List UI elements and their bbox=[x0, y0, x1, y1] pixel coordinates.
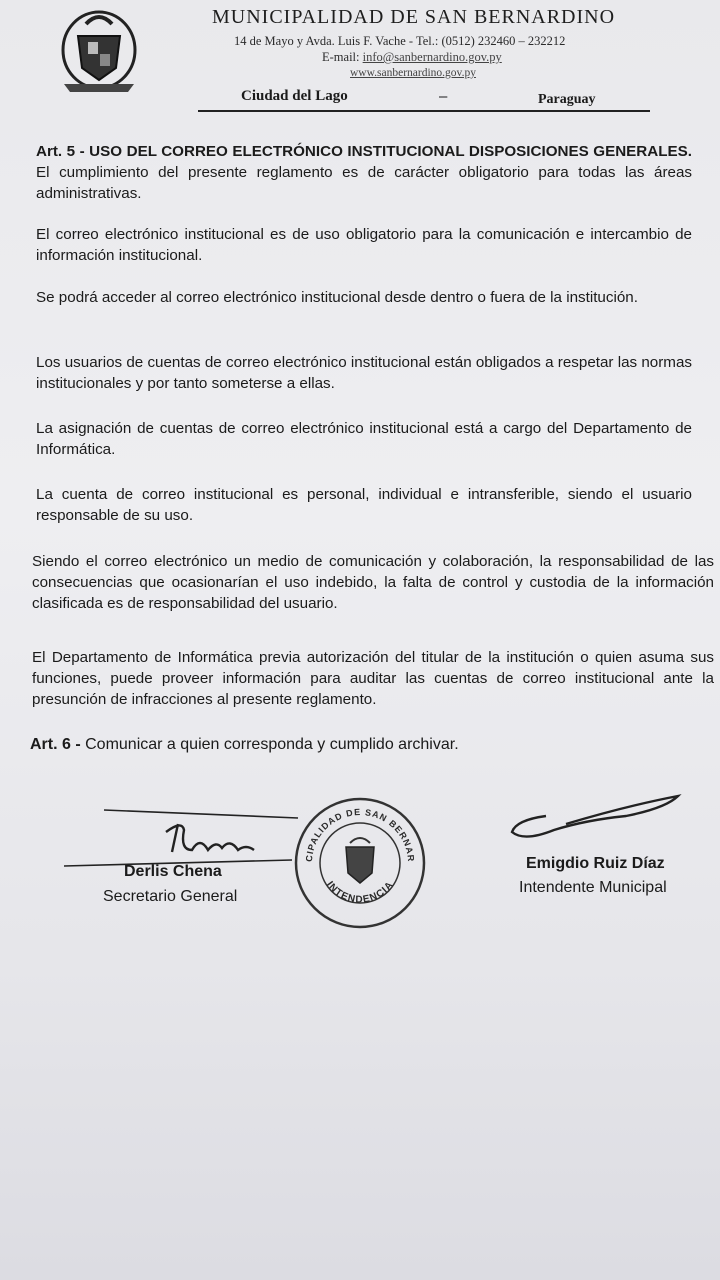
secretary-signature bbox=[60, 800, 320, 870]
article-6-heading: Art. 6 - bbox=[30, 736, 81, 753]
paragraph-mandatory-use: El correo electrónico institucional es de uso obligatorio para la comunicación e intercambio de información institucional. bbox=[36, 226, 692, 264]
paragraph-audit: El Departamento de Informática previa autorización del titular de la institución o quien asuma sus funciones, puede proveer información para auditar las cuentas de correo institucional ante la presunción de infracciones al presente reglamento. bbox=[32, 649, 714, 708]
header-address: 14 de Mayo y Avda. Luis F. Vache - Tel.: (0512) 232460 – 232212 bbox=[234, 34, 566, 48]
article-5-text: El cumplimiento del presente reglamento es de carácter obligatorio para todas las áreas administrativas. bbox=[36, 164, 692, 202]
paragraph-access: Se podrá acceder al correo electrónico institucional desde dentro o fuera de la institución. bbox=[36, 289, 638, 306]
municipal-coat-of-arms bbox=[58, 6, 140, 96]
article-5-paragraph bbox=[36, 141, 692, 204]
website-link[interactable]: www.sanbernardino.gov.py bbox=[350, 67, 476, 79]
secretary-name: Derlis Chena bbox=[124, 863, 222, 880]
article-6-paragraph bbox=[30, 736, 459, 754]
city-name: Ciudad del Lago bbox=[241, 88, 348, 104]
intendente-name: Emigdio Ruiz Díaz bbox=[526, 855, 665, 872]
municipality-title: MUNICIPALIDAD DE SAN BERNARDINO bbox=[212, 6, 616, 28]
header-divider bbox=[198, 110, 650, 112]
country-name: Paraguay bbox=[538, 92, 596, 107]
seal-bottom-text: INTENDENCIA bbox=[323, 879, 397, 906]
intendente-role: Intendente Municipal bbox=[519, 879, 667, 896]
header-separator: – bbox=[439, 88, 448, 105]
article-5-heading: Art. 5 - USO DEL CORREO ELECTRÓNICO INSTITUCIONAL DISPOSICIONES GENERALES. bbox=[36, 143, 692, 160]
intendente-signature bbox=[506, 786, 684, 846]
header-email-row bbox=[322, 50, 502, 65]
secretary-role: Secretario General bbox=[103, 888, 238, 905]
paragraph-account-assignment: La asignación de cuentas de correo electrónico institucional está a cargo del Departamento de Informática. bbox=[36, 420, 692, 458]
seal-top-text: CIPALIDAD DE SAN BERNAR bbox=[303, 806, 417, 863]
paragraph-user-obligations: Los usuarios de cuentas de correo electrónico institucional están obligados a respetar las normas institucionales y por tanto someterse a ellas. bbox=[36, 354, 692, 392]
email-link[interactable]: info@sanbernardino.gov.py bbox=[362, 50, 502, 64]
intendencia-seal bbox=[292, 795, 428, 931]
article-6-text: Comunicar a quien corresponda y cumplido archivar. bbox=[80, 736, 459, 753]
paragraph-responsibility: Siendo el correo electrónico un medio de comunicación y colaboración, la responsabilidad de las consecuencias que ocasionarían el uso indebido, la falta de control y custodia de la información clasificada es de responsabilidad del usuario. bbox=[32, 553, 714, 612]
email-label: E-mail: bbox=[322, 50, 360, 64]
paragraph-personal-account: La cuenta de correo institucional es personal, individual e intransferible, siendo el usuario responsable de su uso. bbox=[36, 486, 692, 524]
